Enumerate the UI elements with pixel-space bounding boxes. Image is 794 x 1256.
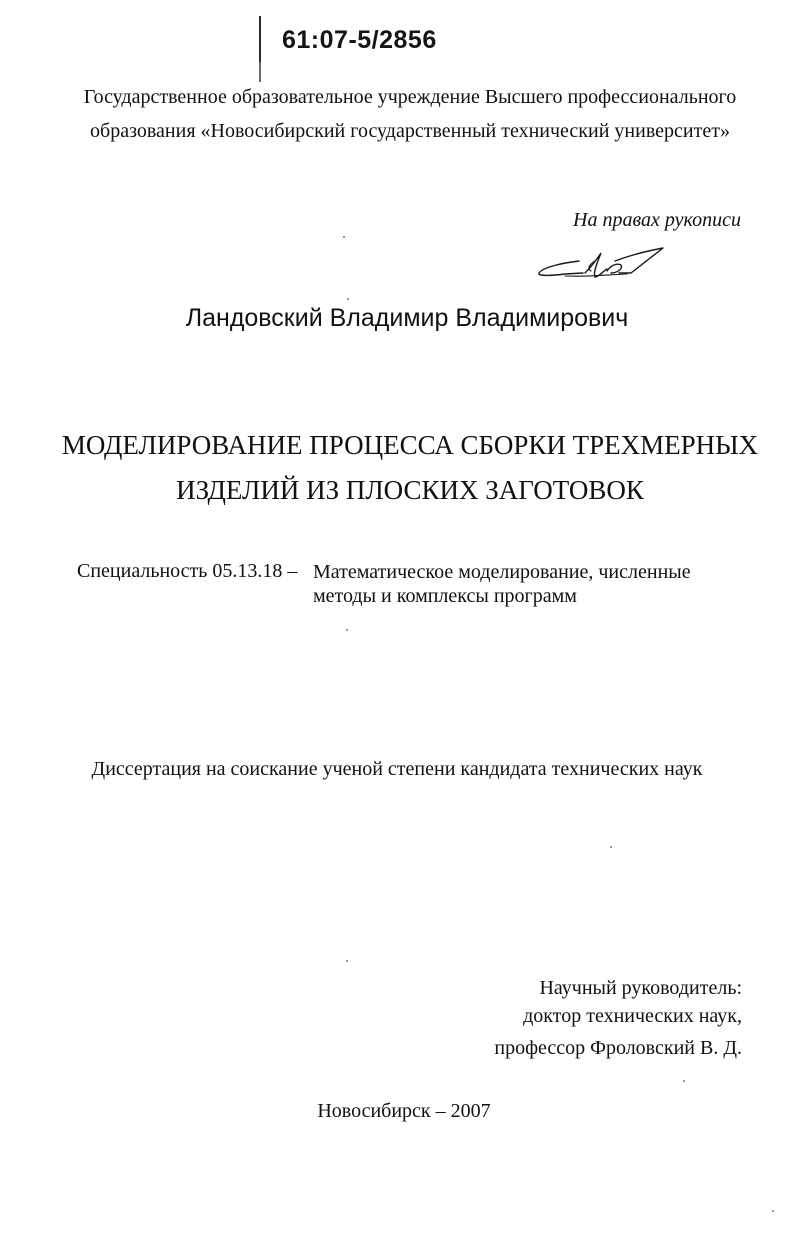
dissertation-title	[40, 423, 780, 513]
scan-speck	[343, 236, 345, 238]
city-year: Новосибирск – 2007	[317, 1100, 491, 1122]
stamp-bar	[259, 16, 261, 64]
title-line-1: МОДЕЛИРОВАНИЕ ПРОЦЕССА СБОРКИ ТРЕХМЕРНЫХ	[61, 430, 759, 460]
rights-notice: На правах рукописи	[573, 209, 741, 231]
specialty-description	[313, 560, 691, 608]
degree-statement: Диссертация на соискание ученой степени кандидата технических наук	[91, 758, 703, 780]
institution-line-1: Государственное образовательное учреждение Высшего профессионального	[83, 86, 737, 108]
scan-speck	[683, 1080, 685, 1082]
scan-speck	[772, 1210, 774, 1212]
signature-image	[535, 243, 670, 285]
institution-line-2: образования «Новосибирский государственный технический университет»	[90, 120, 730, 142]
supervisor-block	[494, 974, 742, 1062]
supervisor-degree: доктор технических наук,	[523, 1005, 742, 1027]
scan-speck	[347, 298, 349, 300]
specialty-label: Специальность 05.13.18 –	[77, 560, 298, 582]
archive-stamp-code: 61:07-5/2856	[282, 26, 437, 54]
scan-speck	[346, 960, 348, 962]
institution-header	[40, 80, 780, 148]
title-line-2: ИЗДЕЛИЙ ИЗ ПЛОСКИХ ЗАГОТОВОК	[176, 475, 644, 505]
author-name: Ландовский Владимир Владимирович	[185, 304, 629, 332]
specialty-description-line-1: Математическое моделирование, численные	[313, 561, 691, 583]
specialty-description-line-2: методы и комплексы программ	[313, 585, 577, 607]
supervisor-heading: Научный руководитель:	[539, 977, 742, 999]
stamp-bar-tail	[259, 62, 261, 82]
scan-speck	[610, 846, 612, 848]
supervisor-name: профессор Фроловский В. Д.	[494, 1037, 742, 1059]
scan-speck	[346, 629, 348, 631]
